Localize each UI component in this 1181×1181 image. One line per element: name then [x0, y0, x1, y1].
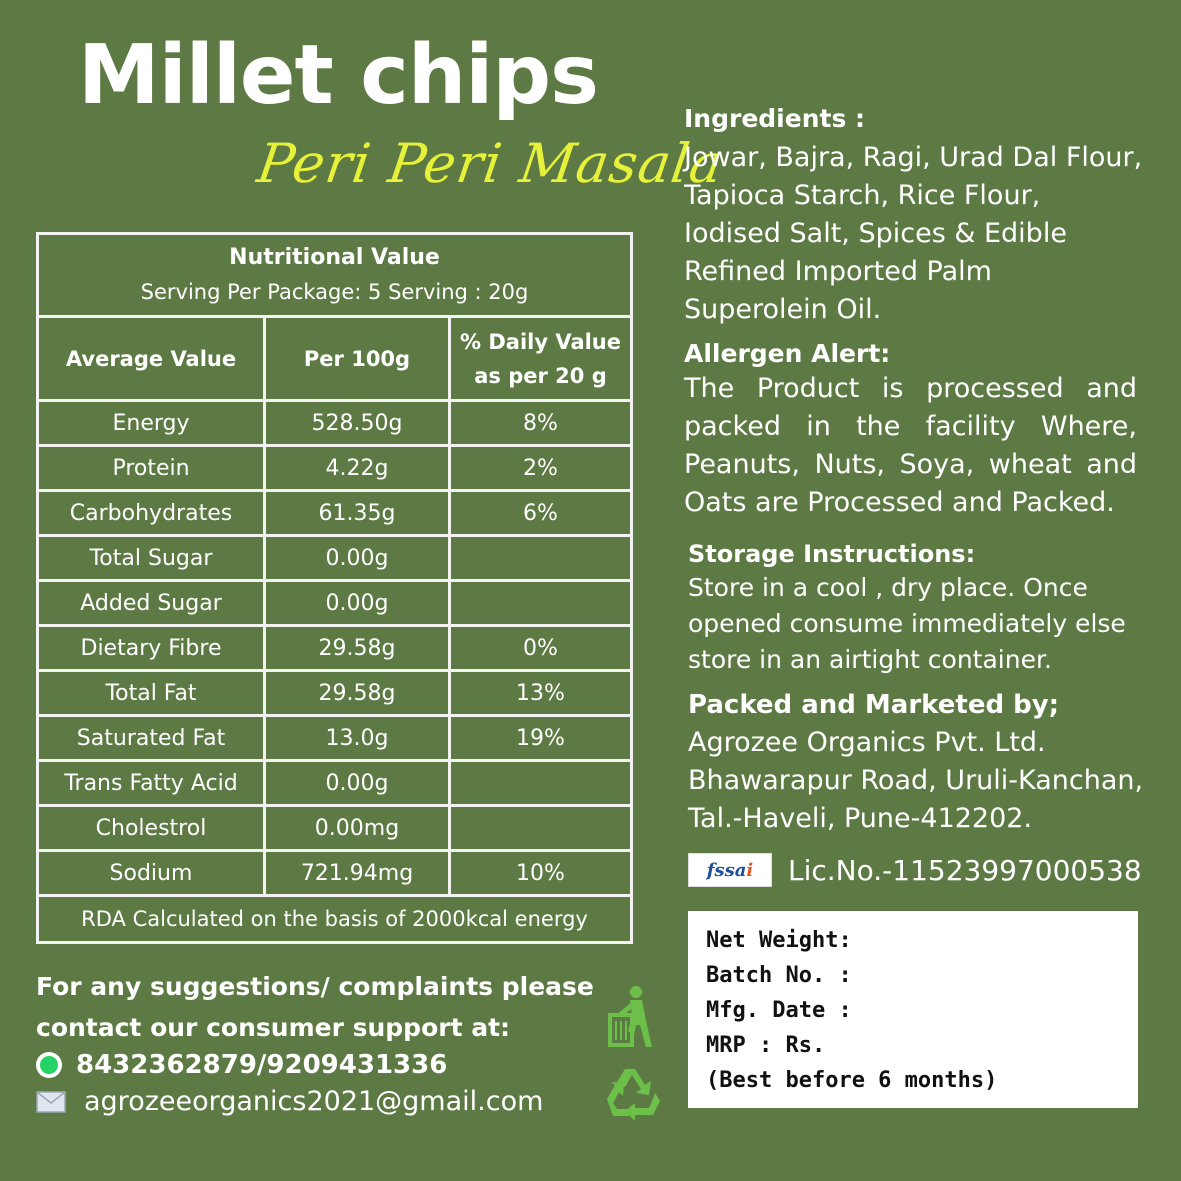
table-row: [39, 807, 630, 852]
per100-value: 29.58g: [266, 672, 451, 714]
ingredients-line: Jowar, Bajra, Ragi, Urad Dal Flour,: [684, 142, 1143, 173]
nutrient-name: Trans Fatty Acid: [39, 762, 266, 804]
per100-value: 0.00g: [266, 762, 451, 804]
ingredients-line: Iodised Salt, Spices & Edible: [684, 218, 1067, 249]
nutrient-name: Cholestrol: [39, 807, 266, 849]
per100-value: 0.00g: [266, 537, 451, 579]
table-row: [39, 582, 630, 627]
allergen-text: The Product is processed and packed in the facility Where, Peanuts, Nuts, Soya, wheat and Oats are Processed and Packed.: [684, 373, 1137, 518]
nutrition-heading: Nutritional Value: [229, 245, 440, 270]
nutrient-name: Total Sugar: [39, 537, 266, 579]
table-row: [39, 762, 630, 807]
daily-value: [451, 582, 630, 624]
best-before-label: (Best before 6 months): [706, 1068, 998, 1093]
daily-value: 6%: [523, 500, 558, 526]
table-row: [39, 537, 630, 582]
storage-heading: Storage Instructions:: [688, 540, 976, 568]
ingredients-heading: Ingredients :: [684, 104, 866, 133]
contact-phone-row: [36, 1050, 594, 1080]
nutrient-name: Sodium: [39, 852, 266, 894]
dustbin-icon: [606, 985, 662, 1051]
phone-number[interactable]: 8432362879/9209431336: [76, 1050, 448, 1080]
email-address[interactable]: agrozeeorganics2021@gmail.com: [84, 1086, 544, 1117]
contact-email-row: [36, 1086, 594, 1117]
license-row: [688, 853, 1142, 887]
ingredients-text: [684, 139, 1154, 329]
product-title: Millet chips: [78, 28, 598, 123]
fssai-logo: [688, 853, 772, 887]
per100-value: 721.94mg: [266, 852, 451, 894]
per100-value: 13.0g: [266, 717, 451, 759]
mfg-date-label: Mfg. Date :: [706, 998, 852, 1023]
nutrient-name: Energy: [39, 402, 266, 444]
daily-value: 10%: [516, 860, 565, 886]
serving-info: Serving Per Package: 5 Serving : 20g: [140, 280, 529, 304]
per100-value: 0.00mg: [266, 807, 451, 849]
address-line: Bhawarapur Road, Uruli-Kanchan,: [688, 765, 1144, 796]
column-header-per100: Per 100g: [266, 318, 451, 399]
daily-value: 0%: [523, 635, 558, 661]
contact-section: [36, 966, 594, 1117]
ingredients-line: Refined Imported Palm: [684, 256, 992, 287]
nutrient-name: Total Fat: [39, 672, 266, 714]
ingredients-line: Superolein Oil.: [684, 294, 882, 325]
allergen-heading: Allergen Alert:: [684, 339, 891, 368]
mrp-label: MRP : Rs.: [706, 1033, 826, 1058]
storage-text: Store in a cool , dry place. Once opened consume immediately else store in an airtight container.: [688, 573, 1126, 674]
nutrition-table-header: [39, 235, 630, 318]
mail-icon: [36, 1091, 66, 1113]
table-row: [39, 447, 630, 492]
daily-value: 2%: [523, 455, 558, 481]
nutrition-table: [36, 232, 633, 944]
recycle-icon: [603, 1063, 663, 1121]
fssai-logo-accent: i: [746, 859, 754, 881]
table-row: [39, 627, 630, 672]
license-number: Lic.No.-11523997000538: [788, 853, 1142, 887]
address-line: Tal.-Haveli, Pune-412202.: [688, 803, 1033, 834]
contact-line-1: For any suggestions/ complaints please: [36, 972, 594, 1001]
table-row: [39, 492, 630, 537]
net-weight-label: Net Weight:: [706, 928, 852, 953]
per100-value: 29.58g: [266, 627, 451, 669]
address-line: Agrozee Organics Pvt. Ltd.: [688, 727, 1046, 758]
contact-line-2: contact our consumer support at:: [36, 1013, 511, 1042]
column-header-daily-value: % Daily Value as per 20 g: [459, 329, 622, 388]
table-row: [39, 717, 630, 762]
ingredients-line: Tapioca Starch, Rice Flour,: [684, 180, 1041, 211]
daily-value: [451, 762, 630, 804]
daily-value: 8%: [523, 410, 558, 436]
daily-value: [451, 537, 630, 579]
whatsapp-icon: [36, 1052, 62, 1078]
table-row: [39, 672, 630, 717]
storage-section: [688, 540, 1148, 678]
daily-value: [451, 807, 630, 849]
ingredients-section: [684, 104, 1154, 522]
daily-value: 13%: [516, 680, 565, 706]
nutrient-name: Carbohydrates: [39, 492, 266, 534]
column-header-average: Average Value: [39, 318, 266, 399]
per100-value: 4.22g: [266, 447, 451, 489]
nutrient-name: Protein: [39, 447, 266, 489]
nutrition-footer: RDA Calculated on the basis of 2000kcal energy: [81, 907, 588, 931]
nutrient-name: Dietary Fibre: [39, 627, 266, 669]
flavor-title: Peri Peri Masala: [253, 132, 728, 195]
fssai-logo-text: fssa: [706, 859, 747, 881]
nutrient-name: Saturated Fat: [39, 717, 266, 759]
packed-address: [688, 724, 1158, 838]
nutrition-columns-row: [39, 318, 630, 402]
per100-value: 61.35g: [266, 492, 451, 534]
table-row: [39, 852, 630, 897]
packed-section: [688, 690, 1158, 838]
batch-no-label: Batch No. :: [706, 963, 852, 988]
table-row: [39, 402, 630, 447]
packed-heading: Packed and Marketed by;: [688, 690, 1060, 720]
batch-info-box: [688, 911, 1138, 1108]
per100-value: 528.50g: [266, 402, 451, 444]
nutrient-name: Added Sugar: [39, 582, 266, 624]
daily-value: 19%: [516, 725, 565, 751]
per100-value: 0.00g: [266, 582, 451, 624]
